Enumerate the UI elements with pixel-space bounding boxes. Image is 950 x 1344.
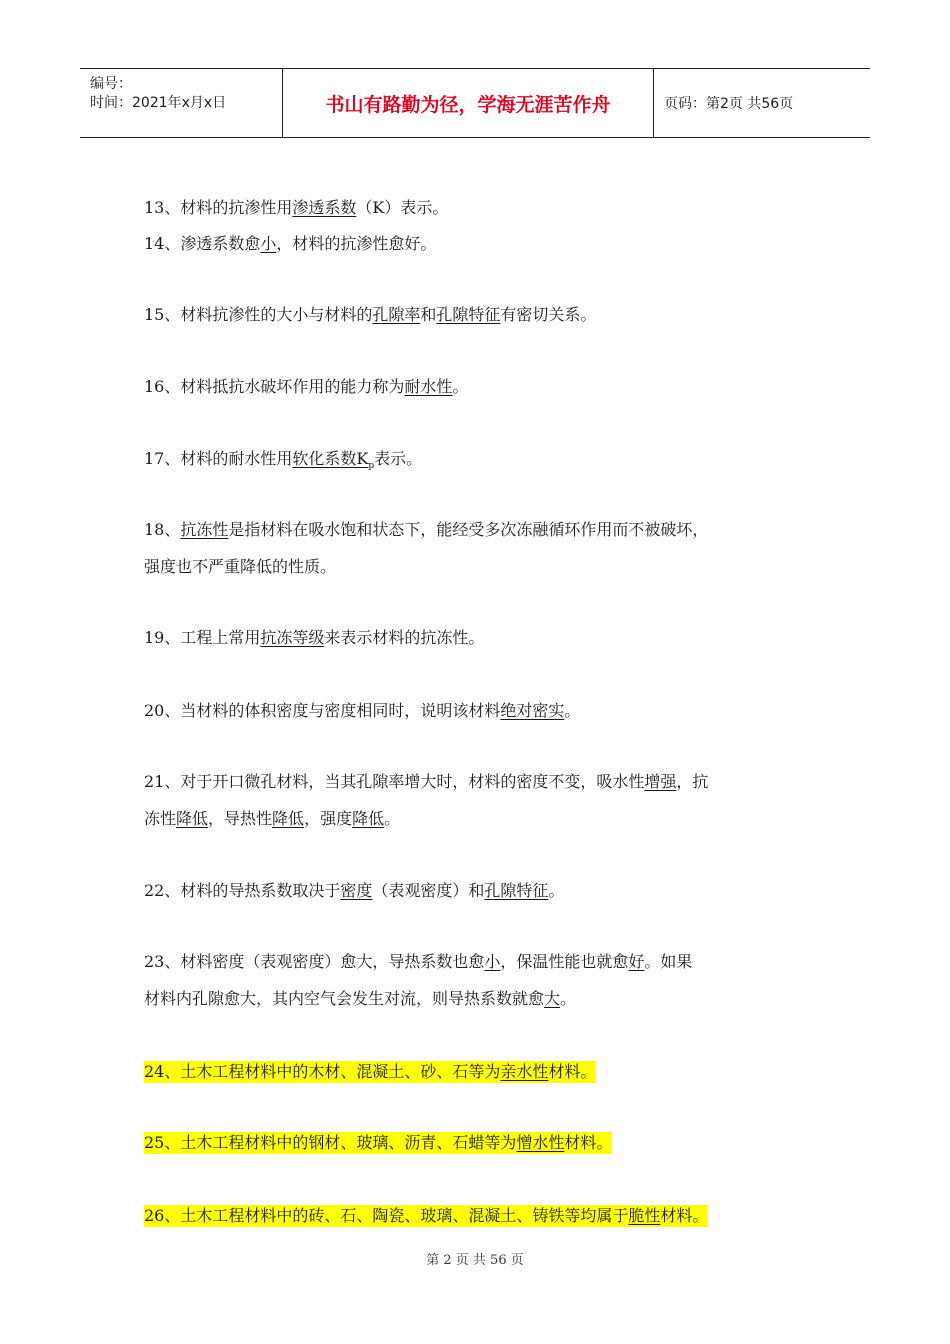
header-meta-cell [80,69,283,137]
item-26-highlighted: 26、土木工程材料中的砖、石、陶瓷、玻璃、混凝土、铸铁等均属于脆性材料。 [144,1206,709,1225]
time-label: 时间：2021年x月x日 [90,95,227,111]
answer-blank: 大 [544,989,561,1008]
item-19: 19、工程上常用抗冻等级来表示材料的抗冻性。 [144,628,485,647]
answer-blank: 憎水性 [516,1133,565,1152]
item-21: 21、对于开口微孔材料，当其孔隙率增大时，材料的密度不变，吸水性增强，抗 [144,772,709,791]
answer-blank: 渗透系数 [292,198,357,217]
answer-blank: 小 [484,952,501,971]
number-label: 编号： [90,76,132,92]
item-21-line2: 冻性降低，导热性降低，强度降低。 [144,809,401,828]
answer-blank: 降低 [352,809,385,828]
answer-blank: 增强 [644,772,677,791]
item-23-line2: 材料内孔隙愈大，其内空气会发生对流，则导热系数就愈大。 [144,989,577,1008]
item-16: 16、材料抵抗水破坏作用的能力称为耐水性。 [144,377,469,396]
answer-blank: 小 [260,234,277,253]
answer-blank: 好 [628,952,645,971]
answer-blank: 孔隙特征 [484,881,549,900]
page-footer: 第 2 页 共 56 页 [426,1253,524,1268]
header-table [80,68,870,138]
answer-blank: 绝对密实 [500,701,565,720]
answer-blank: 孔隙特征 [436,305,501,324]
header-motto: 书山有路勤为径，学海无涯苦作舟 [283,69,654,137]
answer-blank: 软化系数$K_p$ [292,449,375,472]
header-page-info: 页码：第2页 共56页 [664,96,794,112]
answer-blank: 抗冻性 [180,520,229,539]
answer-blank: 降低 [176,809,209,828]
answer-blank: 孔隙率 [372,305,421,324]
answer-blank: 抗冻等级 [260,628,325,647]
item-25-highlighted: 25、土木工程材料中的钢材、玻璃、沥青、石蜡等为憎水性材料。 [144,1133,613,1152]
answer-blank: 降低 [272,809,305,828]
item-18: 18、抗冻性是指材料在吸水饱和状态下，能经受多次冻融循环作用而不被破坏， [144,520,709,539]
item-20: 20、当材料的体积密度与密度相同时，说明该材料绝对密实。 [144,701,581,720]
answer-blank: 耐水性 [404,377,453,396]
answer-blank: 密度 [340,881,373,900]
item-14: 14、渗透系数愈小，材料的抗渗性愈好。 [144,234,437,253]
item-13: 13、材料的抗渗性用渗透系数（K）表示。 [144,198,449,217]
item-24-highlighted: 24、土木工程材料中的木材、混凝土、砂、石等为亲水性材料。 [144,1062,597,1081]
answer-blank: 脆性 [628,1206,661,1225]
item-17: 17、材料的耐水性用软化系数$K_p$表示。 [144,449,423,472]
answer-blank: 亲水性 [500,1062,549,1081]
item-15: 15、材料抗渗性的大小与材料的孔隙率和孔隙特征有密切关系。 [144,305,597,324]
item-23: 23、材料密度（表观密度）愈大，导热系数也愈小，保温性能也就愈好。如果 [144,952,693,971]
item-22: 22、材料的导热系数取决于密度（表观密度）和孔隙特征。 [144,881,565,900]
item-18-line2: 强度也不严重降低的性质。 [144,557,337,576]
